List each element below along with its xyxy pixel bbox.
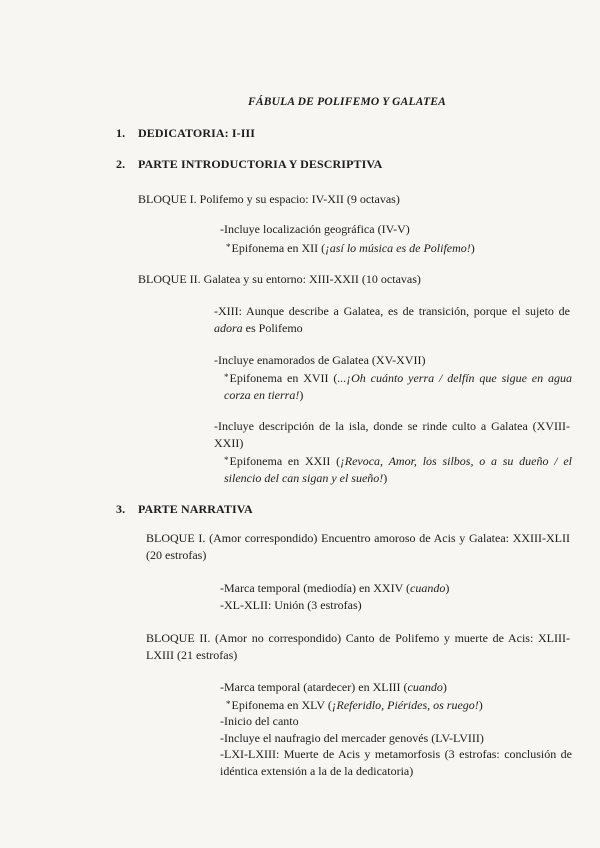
bullet-mark: * [224, 372, 229, 382]
s2-block2-para2: -Incluye enamorados de Galatea (XV-XVII) [214, 353, 426, 367]
section-3-number: 3. [116, 502, 126, 516]
s2-block2-epifonema1: *Epifonema en XVII (...¡Oh cuánto yerra / delfín que sigue en agua corza en tierra!) [224, 371, 572, 402]
s2-block2-para4: -Incluye descripción de la isla, donde se rinde culto a Galatea (XVIII-XXII) [214, 419, 570, 450]
s3-block2-heading: BLOQUE II. (Amor no correspondido) Canto de Polifemo y muerte de Acis: XLIII-LXIII (21 estrofas) [146, 631, 570, 662]
s3-block2-line5: -LXI-LXIII: Muerte de Acis y metamorfosis (3 estrofas: conclusión de idéntica extensión a la de la dedicatoria) [220, 747, 572, 778]
s3-block1-heading: BLOQUE I. (Amor correspondido) Encuentro amoroso de Acis y Galatea: XXIII-XLII (20 estrofas) [146, 531, 570, 562]
s2-block1-line1: -Incluye localización geográfica (IV-V) [220, 222, 410, 236]
s3-block2-line1: -Marca temporal (atardecer) en XLIII (cuando) [220, 680, 447, 694]
s2-block1-epifonema: *Epifonema en XII (¡así lo música es de Polifemo!) [226, 241, 475, 255]
s2-block2-heading: BLOQUE II. Galatea y su entorno: XIII-XXII (10 octavas) [138, 272, 421, 286]
section-2-number: 2. [116, 157, 126, 171]
bullet-mark: * [224, 455, 229, 465]
bullet-mark: * [226, 242, 231, 252]
section-1-number: 1. [116, 126, 126, 140]
s3-block2-line3: -Inicio del canto [220, 714, 299, 728]
s2-block2-epifonema2: *Epifonema en XXII (¡Revoca, Amor, los silbos, o a su dueño / el silencio del can sigan y el sueño!) [224, 454, 572, 485]
s3-block1-line2: -XL-XLII: Unión (3 estrofas) [220, 598, 362, 612]
s3-block2-epifonema: *Epifonema en XLV (¡Referidlo, Piérides, os ruego!) [226, 698, 483, 712]
bullet-mark: * [226, 699, 231, 709]
section-1-heading: DEDICATORIA: I-III [138, 126, 256, 140]
document-title: FÁBULA DE POLIFEMO Y GALATEA [248, 96, 446, 108]
s3-block2-line4: -Incluye el naufragio del mercader genovés (LV-LVIII) [220, 731, 484, 745]
s2-block1-heading: BLOQUE I. Polifemo y su espacio: IV-XII (9 octavas) [138, 192, 400, 206]
s2-block2-para1: -XIII: Aunque describe a Galatea, es de transición, porque el sujeto de adora es Polifemo [214, 304, 570, 335]
section-2-heading: PARTE INTRODUCTORIA Y DESCRIPTIVA [138, 157, 383, 171]
s3-block1-line1: -Marca temporal (mediodía) en XXIV (cuando) [220, 581, 450, 595]
section-3-heading: PARTE NARRATIVA [138, 502, 253, 516]
